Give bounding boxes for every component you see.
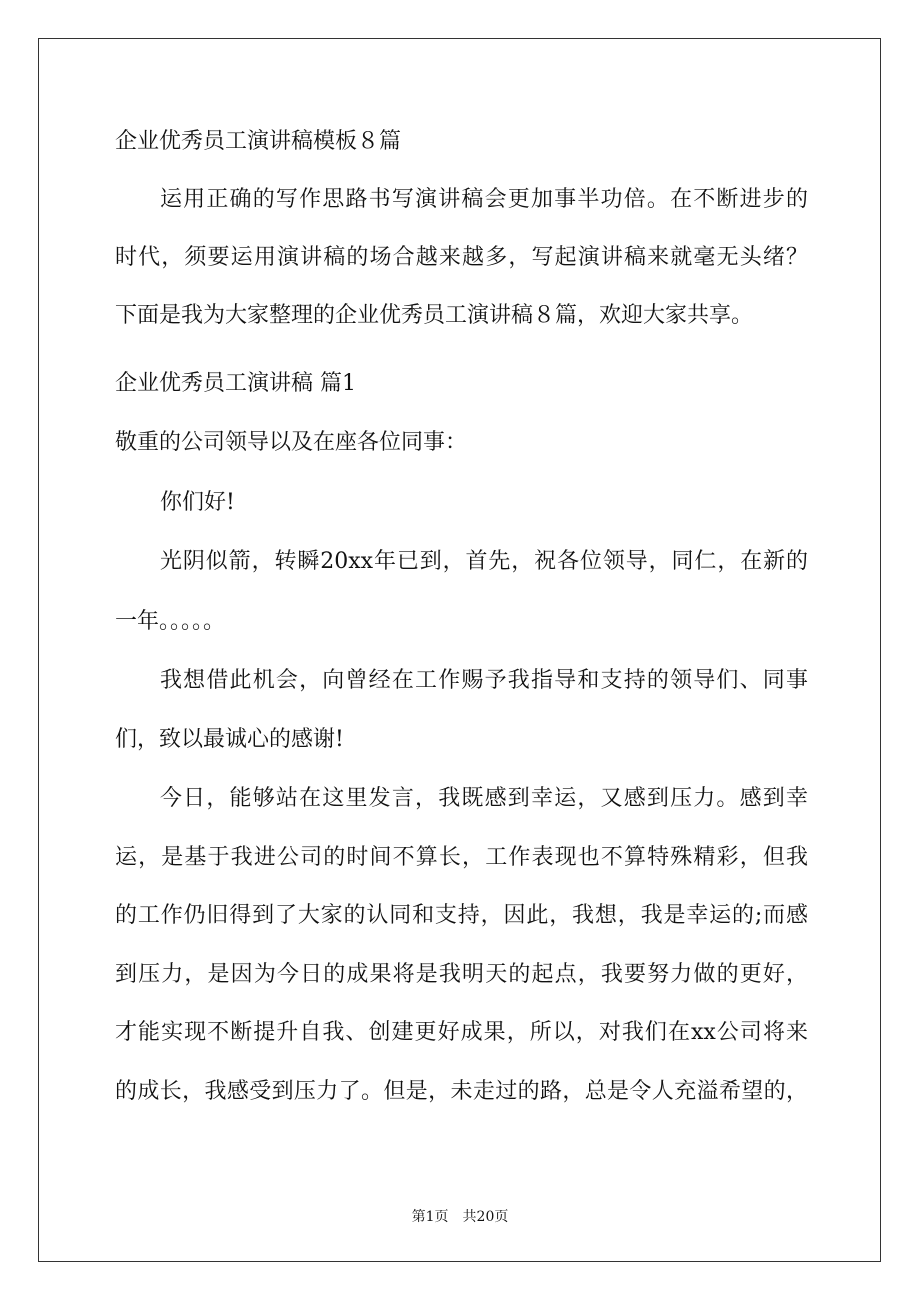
text-line: 才能实现不断提升自我、创建更好成果，所以，对我们在xx公司将来 [115,1020,808,1045]
text-line: 运用正确的写作思路书写演讲稿会更加事半功倍。在不断进步的 [160,187,808,212]
page-footer: 第1页 共20页 [411,1209,509,1225]
text-line: 的工作仍旧得到了大家的认同和支持，因此，我想，我是幸运的;而感 [115,903,808,928]
section-heading: 企业优秀员工演讲稿 篇1 [115,371,356,396]
text-line: 的成长，我感受到压力了。但是，未走过的路，总是令人充溢希望的， [115,1079,808,1104]
text-line: 到压力，是因为今日的成果将是我明天的起点，我要努力做的更好， [115,962,808,987]
text-line: 下面是我为大家整理的企业优秀员工演讲稿８篇，欢迎大家共享。 [115,303,754,328]
text-line: 时代，须要运用演讲稿的场合越来越多，写起演讲稿来就毫无头绪？ [115,245,808,270]
text-line: 一年。。。。。 [115,609,226,634]
text-line: 们，致以最诚心的感谢! [115,727,344,752]
text-line: 我想借此机会，向曾经在工作赐予我指导和支持的领导们、同事 [160,668,808,693]
text-line: 敬重的公司领导以及在座各位同事： [115,430,468,455]
text-line: 你们好! [160,490,235,515]
text-line: 光阴似箭，转瞬20xx年已到，首先，祝各位领导，同仁，在新的 [160,549,808,574]
text-line: 运，是基于我进公司的时间不算长，工作表现也不算特殊精彩，但我 [115,845,808,870]
document-title: 企业优秀员工演讲稿模板８篇 [115,129,402,154]
text-line: 今日，能够站在这里发言，我既感到幸运，又感到压力。感到幸 [160,786,808,811]
